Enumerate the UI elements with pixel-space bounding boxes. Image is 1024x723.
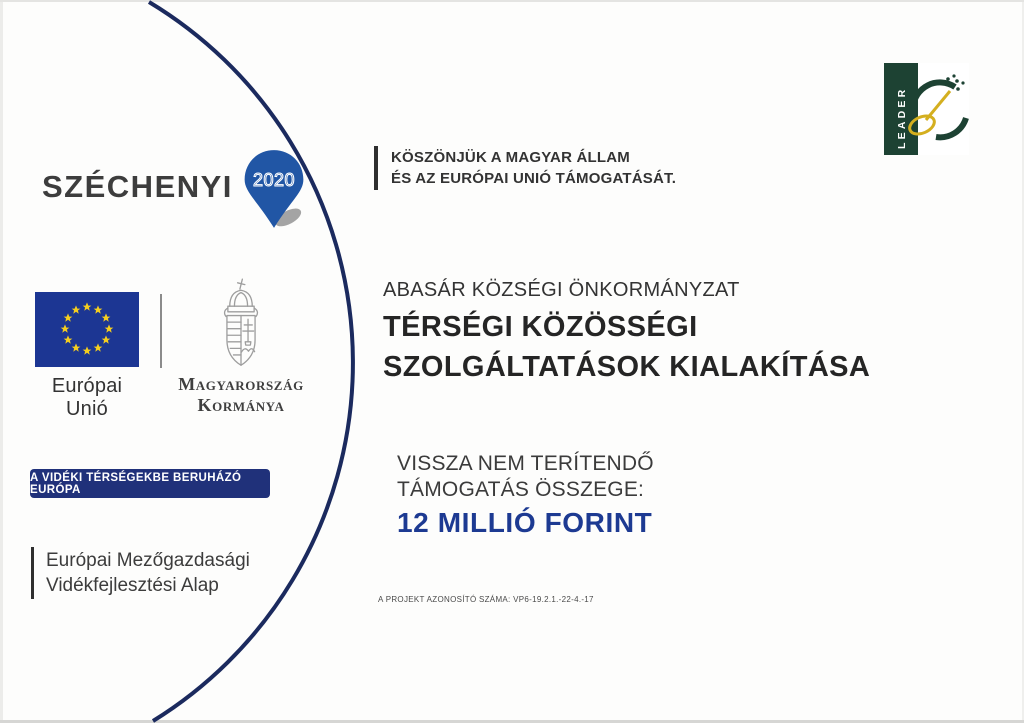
pin-year-text: 2020 [252,170,295,191]
project-headline [383,279,870,387]
szechenyi-2020-logo [42,147,310,230]
grant-label-line-1: VISSZA NEM TERÍTENDŐ [397,452,654,475]
gov-name-line-1: Magyarország [178,374,304,394]
leader-logo [884,63,969,155]
rural-europe-banner: A VIDÉKI TÉRSÉGEKBE BERUHÁZÓ EURÓPA [30,469,270,498]
eu-flag-icon [35,292,139,367]
hungary-coat-of-arms-icon [211,277,271,371]
thanks-line-2: ÉS AZ EURÓPAI UNIÓ TÁMOGATÁSÁT. [391,170,677,187]
grant-label-line-2: TÁMOGATÁS ÖSSZEGE: [397,478,645,501]
grant-amount: 12 MILLIÓ FORINT [397,507,653,538]
project-title-line-2: SZOLGÁLTATÁSOK KIALAKÍTÁSA [383,351,871,383]
fund-line-1: Európai Mezőgazdasági [46,550,250,571]
project-title-line-1: TÉRSÉGI KÖZÖSSÉGI [383,311,698,343]
thanks-line-1: KÖSZÖNJÜK A MAGYAR ÁLLAM [391,149,630,166]
logo-divider [160,294,162,368]
project-id: A PROJEKT AZONOSÍTÓ SZÁMA: VP6-19.2.1.-22-4.-17 [378,595,594,604]
fund-line-2: Vidékfejlesztési Alap [46,575,219,596]
map-pin-icon [238,148,310,230]
leader-label-text: LEADER [896,86,908,149]
szechenyi-brand-text: SZÉCHENYI [42,169,233,204]
eu-label: Európai Unió [51,375,123,420]
grant-section [397,451,654,539]
eu-flag-block [35,292,139,421]
beneficiary-name: ABASÁR KÖZSÉGI ÖNKORMÁNYZAT [383,279,740,301]
thanks-statement [374,146,676,190]
government-block [178,277,304,416]
gov-name-line-2: Kormánya [197,395,285,415]
fund-name [31,547,250,599]
